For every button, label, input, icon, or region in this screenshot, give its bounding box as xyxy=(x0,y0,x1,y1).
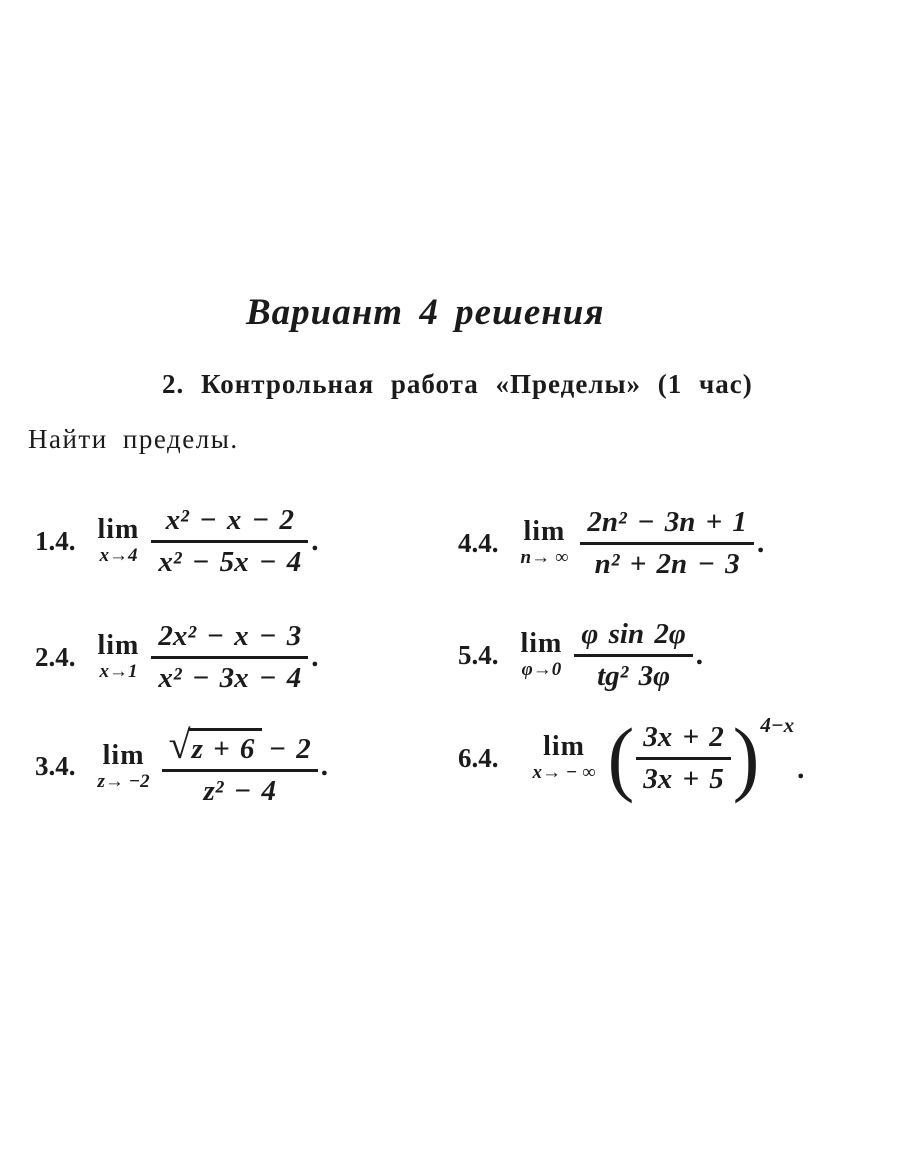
limit-operator-group xyxy=(98,632,140,683)
limit-operator-group xyxy=(98,516,140,567)
limit-subscript: x→4 xyxy=(99,545,138,567)
limit-operator: lim xyxy=(102,739,145,771)
numerator: 3x + 2 xyxy=(643,721,724,753)
denominator: x² − 3x − 4 xyxy=(158,662,302,695)
limit-subscript: z→ −2 xyxy=(97,770,150,792)
fraction xyxy=(151,620,308,695)
problem-6-4 xyxy=(458,711,805,804)
problem-number: 2.4. xyxy=(35,641,76,672)
problem-number: 1.4. xyxy=(35,525,76,556)
fraction xyxy=(151,504,308,579)
trailing-period: . xyxy=(320,750,329,783)
numerator-rest: − 2 xyxy=(268,733,311,765)
problem-3-4 xyxy=(35,722,329,808)
trailing-period: . xyxy=(311,524,319,557)
page-title: Вариант 4 решения xyxy=(246,292,605,333)
limit-operator-group xyxy=(533,733,596,784)
fraction xyxy=(574,618,692,693)
sqrt-expression xyxy=(168,722,263,767)
problem-number: 4.4. xyxy=(458,527,499,558)
fraction xyxy=(636,721,731,796)
problem-1-4 xyxy=(35,504,318,579)
limit-subscript: x→ − ∞ xyxy=(532,762,596,784)
denominator: 3x + 5 xyxy=(643,763,724,796)
numerator: φ sin 2φ xyxy=(581,618,686,650)
left-paren: ( xyxy=(607,711,635,804)
problem-5-4 xyxy=(458,618,703,693)
denominator: x² − 5x − 4 xyxy=(158,546,302,579)
problem-number: 5.4. xyxy=(458,639,499,670)
limit-operator-group xyxy=(97,739,150,793)
numerator: 2x² − x − 3 xyxy=(158,620,302,652)
problem-4-4 xyxy=(458,506,764,581)
section-heading: 2. Контрольная работа «Пределы» (1 час) xyxy=(162,369,753,399)
limit-operator: lim xyxy=(520,628,563,660)
fraction xyxy=(580,506,754,581)
trailing-period: . xyxy=(695,638,704,671)
trailing-period: . xyxy=(756,526,765,559)
limit-operator: lim xyxy=(523,516,566,548)
radicand: z + 6 xyxy=(188,728,263,765)
fraction xyxy=(162,722,318,808)
limit-subscript: φ→0 xyxy=(521,659,562,681)
problem-2-4 xyxy=(35,620,318,695)
numerator: x² − x − 2 xyxy=(165,504,294,536)
limit-subscript: x→1 xyxy=(99,661,138,683)
limit-operator-group xyxy=(521,518,569,569)
radical-sign-icon: √ xyxy=(168,722,191,767)
limit-subscript: n→ ∞ xyxy=(520,547,569,569)
numerator xyxy=(162,722,318,769)
denominator: tg² 3φ xyxy=(597,660,671,693)
numerator: 2n² − 3n + 1 xyxy=(587,506,747,538)
denominator: z² − 4 xyxy=(203,775,276,808)
instruction-text: Найти пределы. xyxy=(28,424,239,454)
trailing-period: . xyxy=(797,752,805,785)
limit-operator-group xyxy=(521,630,563,681)
limit-operator: lim xyxy=(97,514,140,546)
right-paren: ) xyxy=(732,711,760,804)
denominator: n² + 2n − 3 xyxy=(594,548,740,581)
problem-number: 3.4. xyxy=(35,751,76,782)
exponent: 4−x xyxy=(760,713,795,737)
problem-number: 6.4. xyxy=(458,742,499,773)
trailing-period: . xyxy=(311,640,319,673)
limit-operator: lim xyxy=(543,731,585,763)
limit-operator: lim xyxy=(97,630,140,662)
